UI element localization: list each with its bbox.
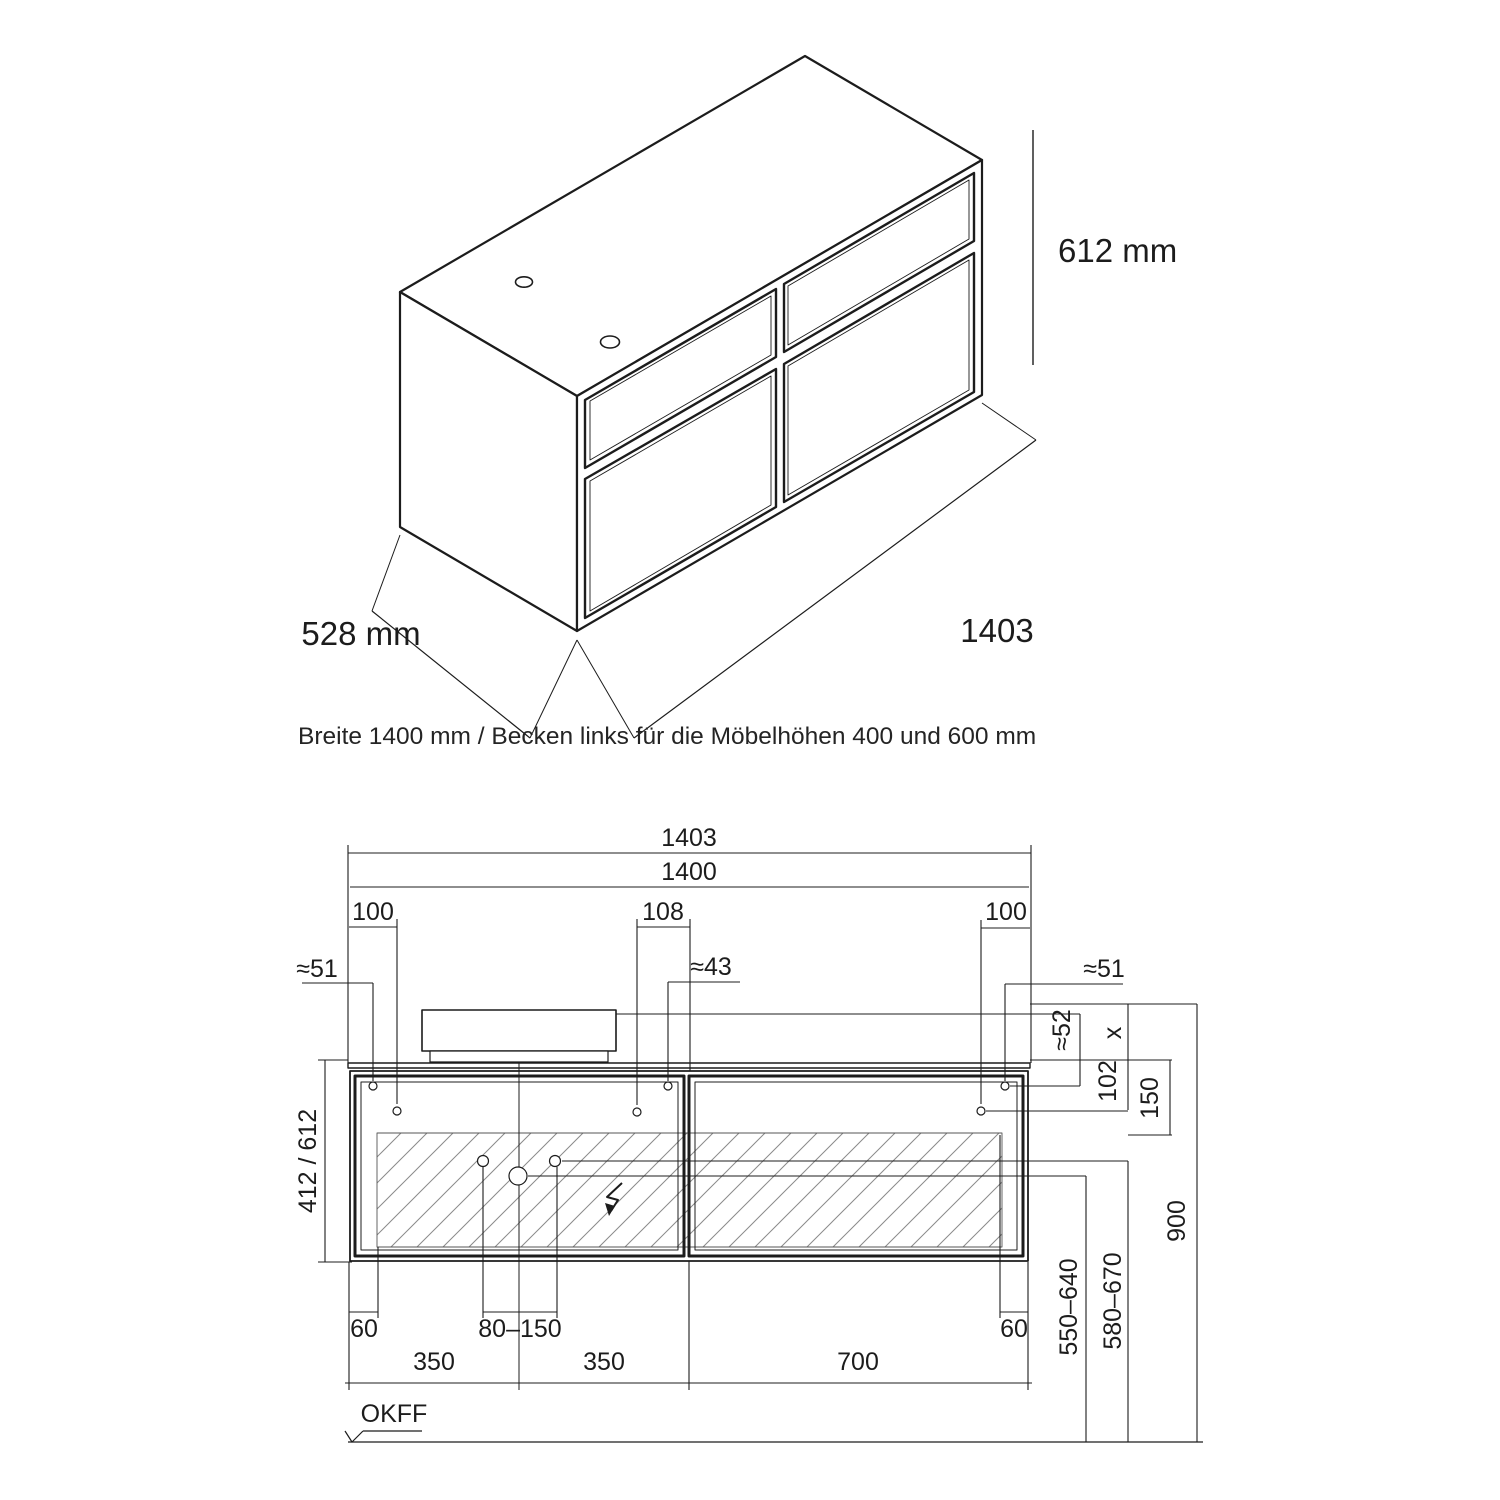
label-60-left: 60 (350, 1315, 378, 1343)
label-150: 150 (1136, 1077, 1164, 1119)
fixing-hole (369, 1082, 377, 1090)
label-1403: 1403 (661, 824, 717, 852)
fixing-hole (633, 1108, 641, 1116)
drain-hole (509, 1167, 527, 1185)
label-350-a: 350 (413, 1348, 455, 1376)
label-412-612: 412 / 612 (294, 1108, 322, 1214)
fixing-hole (1001, 1082, 1009, 1090)
label-580-670: 580–670 (1099, 1252, 1127, 1350)
label-100-left: 100 (352, 898, 394, 926)
iso-depth-label: 528 mm (301, 615, 421, 652)
label-550-640: 550–640 (1055, 1258, 1083, 1356)
dim-412-612-line (318, 1060, 352, 1262)
label-approx51-right: ≈51 (1083, 955, 1125, 983)
label-approx51-left: ≈51 (296, 955, 338, 983)
label-x: x (1099, 1026, 1127, 1040)
water-supply-hole (478, 1156, 489, 1167)
okff-symbol (345, 1431, 422, 1442)
fixing-hole (664, 1082, 672, 1090)
isometric-view (372, 56, 1036, 738)
washbasin (422, 1010, 616, 1051)
label-60-right: 60 (1000, 1315, 1028, 1343)
label-approx43: ≈43 (690, 953, 732, 981)
label-900: 900 (1163, 1200, 1191, 1242)
label-1400: 1400 (661, 858, 717, 886)
label-102: 102 (1094, 1060, 1122, 1102)
label-108: 108 (642, 898, 684, 926)
fixing-hole (393, 1107, 401, 1115)
fixing-hole (977, 1107, 985, 1115)
label-700: 700 (837, 1348, 879, 1376)
label-100-right: 100 (985, 898, 1027, 926)
iso-width-label: 1403 (960, 612, 1034, 649)
label-okff: OKFF (360, 1400, 428, 1428)
water-supply-hole (550, 1156, 561, 1167)
washbasin-plinth (430, 1051, 608, 1062)
console-top (348, 1063, 1030, 1068)
caption-text: Breite 1400 mm / Becken links für die Möbelhöhen 400 und 600 mm (298, 723, 1037, 750)
iso-height-label: 612 mm (1058, 232, 1178, 269)
label-approx52: ≈52 (1048, 1009, 1076, 1051)
label-350-b: 350 (583, 1348, 625, 1376)
label-80-150: 80–150 (478, 1315, 562, 1343)
